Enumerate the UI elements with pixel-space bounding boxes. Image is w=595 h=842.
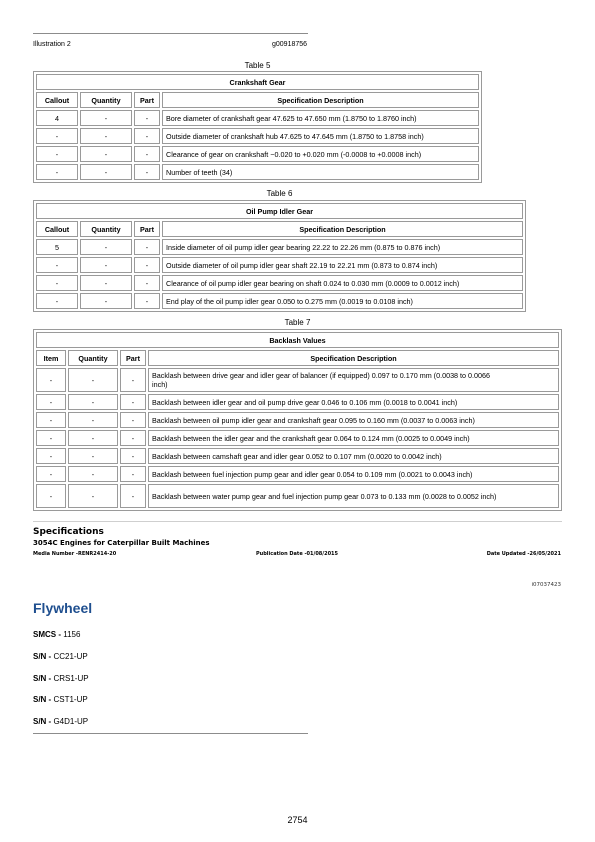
table-cell: - <box>36 164 78 180</box>
table-cell: - <box>120 484 146 508</box>
publication-date: Publication Date -01/08/2015 <box>256 551 339 557</box>
table7-col-header: Specification Description <box>148 350 559 366</box>
table-cell: - <box>36 430 66 446</box>
table-row <box>36 484 559 508</box>
serial-line <box>33 695 88 704</box>
table-cell: Backlash between oil pump idler gear and crankshaft gear 0.095 to 0.160 mm (0.0037 to 0.0063 inch) <box>148 412 559 428</box>
table-row <box>36 146 479 162</box>
table-cell: Outside diameter of crankshaft hub 47.625 to 47.645 mm (1.8750 to 1.8758 inch) <box>162 128 479 144</box>
table-cell: - <box>36 484 66 508</box>
table6-col-header: Specification Description <box>162 221 523 237</box>
serial-key: S/N - <box>33 717 54 726</box>
table-cell: - <box>68 430 118 446</box>
table6-caption: Table 6 <box>266 189 293 198</box>
table-cell: - <box>36 293 78 309</box>
serial-value: G4D1-UP <box>53 717 89 726</box>
table-cell: - <box>36 368 66 392</box>
table7-caption: Table 7 <box>284 318 311 327</box>
table-cell: - <box>36 257 78 273</box>
table-cell: Backlash between water pump gear and fuel injection pump gear 0.073 to 0.133 mm (0.0028 to 0.0052 inch) <box>148 484 559 508</box>
table-cell: - <box>134 128 160 144</box>
table-row <box>36 293 523 309</box>
table-cell: Clearance of gear on crankshaft −0.020 to +0.020 mm (-0.0008 to +0.0008 inch) <box>162 146 479 162</box>
table7-backlash-values <box>33 329 562 511</box>
table-cell: - <box>134 275 160 291</box>
table-row <box>36 430 559 446</box>
table-cell: - <box>134 293 160 309</box>
table-cell: - <box>134 239 160 255</box>
table-cell: Bore diameter of crankshaft gear 47.625 to 47.650 mm (1.8750 to 1.8760 inch) <box>162 110 479 126</box>
table5-crankshaft-gear <box>33 71 482 183</box>
table-cell: Backlash between camshaft gear and idler gear 0.052 to 0.107 mm (0.0020 to 0.0042 inch) <box>148 448 559 464</box>
table-cell: - <box>36 466 66 482</box>
table5-col-header: Part <box>134 92 160 108</box>
table-row <box>36 368 559 392</box>
table-cell: Outside diameter of oil pump idler gear shaft 22.19 to 22.21 mm (0.873 to 0.874 inch) <box>162 257 523 273</box>
table7-col-header: Part <box>120 350 146 366</box>
table-cell: - <box>120 466 146 482</box>
table-cell: - <box>120 448 146 464</box>
table-cell: Backlash between drive gear and idler gear of balancer (if equipped) 0.097 to 0.170 mm (0.0038 to 0.0066 inch) <box>148 368 559 392</box>
table-cell: - <box>134 257 160 273</box>
table-cell: - <box>36 448 66 464</box>
table-cell: - <box>68 448 118 464</box>
serial-key: S/N - <box>33 695 54 704</box>
table-cell: - <box>120 394 146 410</box>
table-cell: Backlash between the idler gear and the crankshaft gear 0.064 to 0.124 mm (0.0025 to 0.0049 inch) <box>148 430 559 446</box>
table-row <box>36 257 523 273</box>
table6-title: Oil Pump Idler Gear <box>36 203 523 219</box>
table7-title: Backlash Values <box>36 332 559 348</box>
table-cell: - <box>80 293 132 309</box>
table-cell: - <box>68 368 118 392</box>
table-cell: - <box>120 430 146 446</box>
table-row <box>36 412 559 428</box>
illustration-label: Illustration 2 <box>33 41 71 48</box>
table-cell: Clearance of oil pump idler gear bearing on shaft 0.024 to 0.030 mm (0.0009 to 0.0012 inch) <box>162 275 523 291</box>
table-cell: Number of teeth (34) <box>162 164 479 180</box>
table5-col-header: Callout <box>36 92 78 108</box>
serial-value: CST1-UP <box>53 695 88 704</box>
table-cell: - <box>134 164 160 180</box>
table-cell: - <box>36 412 66 428</box>
table-row <box>36 128 479 144</box>
table-cell: - <box>80 128 132 144</box>
table-cell: - <box>68 484 118 508</box>
table-cell: - <box>120 368 146 392</box>
table-cell: - <box>80 164 132 180</box>
document-id: i07037423 <box>531 582 561 588</box>
illustration-id: g00918756 <box>272 41 308 48</box>
table-cell: - <box>68 394 118 410</box>
table5-title: Crankshaft Gear <box>36 74 479 90</box>
table5-caption: Table 5 <box>244 61 271 70</box>
table-row <box>36 164 479 180</box>
table-row <box>36 466 559 482</box>
table-cell: - <box>80 257 132 273</box>
serial-line <box>33 674 89 683</box>
table6-col-header: Callout <box>36 221 78 237</box>
specs-subtitle: 3054C Engines for Caterpillar Built Machines <box>33 539 210 547</box>
page-number: 2754 <box>287 815 308 825</box>
table5-col-header: Quantity <box>80 92 132 108</box>
table6-col-header: Part <box>134 221 160 237</box>
top-rule <box>33 33 308 34</box>
table-cell: - <box>134 146 160 162</box>
table-cell: - <box>36 275 78 291</box>
table-cell: - <box>68 466 118 482</box>
table-row <box>36 394 559 410</box>
table-cell: - <box>36 146 78 162</box>
table-cell: - <box>134 110 160 126</box>
section-title: Flywheel <box>33 600 93 616</box>
table7-col-header: Quantity <box>68 350 118 366</box>
table-row <box>36 448 559 464</box>
serial-key: S/N - <box>33 674 54 683</box>
serial-key: S/N - <box>33 652 54 661</box>
section-divider <box>33 521 562 522</box>
table-cell: - <box>36 128 78 144</box>
smcs-value: 1156 <box>63 630 81 639</box>
serial-line <box>33 652 88 661</box>
table-cell: - <box>68 412 118 428</box>
table-cell: Inside diameter of oil pump idler gear bearing 22.22 to 22.26 mm (0.875 to 0.876 inch) <box>162 239 523 255</box>
table-cell: Backlash between fuel injection pump gear and idler gear 0.054 to 0.109 mm (0.0021 to 0.0043 inch) <box>148 466 559 482</box>
table-cell: End play of the oil pump idler gear 0.050 to 0.275 mm (0.0019 to 0.0108 inch) <box>162 293 523 309</box>
table-cell: - <box>80 239 132 255</box>
bottom-rule <box>33 733 308 734</box>
table-cell: 5 <box>36 239 78 255</box>
smcs-line <box>33 630 80 639</box>
media-number: Media Number -RENR2414-20 <box>33 551 117 557</box>
smcs-key: SMCS - <box>33 630 64 639</box>
table-row <box>36 110 479 126</box>
table6-col-header: Quantity <box>80 221 132 237</box>
table-cell: - <box>80 110 132 126</box>
table-cell: Backlash between idler gear and oil pump drive gear 0.046 to 0.106 mm (0.0018 to 0.0041 inch) <box>148 394 559 410</box>
serial-value: CC21-UP <box>53 652 88 661</box>
table-cell: 4 <box>36 110 78 126</box>
table6-oil-pump-idler-gear <box>33 200 526 312</box>
table-row <box>36 275 523 291</box>
table-cell: - <box>36 394 66 410</box>
serial-line <box>33 717 88 726</box>
table-row <box>36 239 523 255</box>
table-cell: - <box>80 275 132 291</box>
table7-col-header: Item <box>36 350 66 366</box>
date-updated: Date Updated -26/05/2021 <box>486 551 561 557</box>
table-cell: - <box>120 412 146 428</box>
specs-title: Specifications <box>33 527 104 537</box>
serial-value: CRS1-UP <box>53 674 89 683</box>
table5-col-header: Specification Description <box>162 92 479 108</box>
table-cell: - <box>80 146 132 162</box>
